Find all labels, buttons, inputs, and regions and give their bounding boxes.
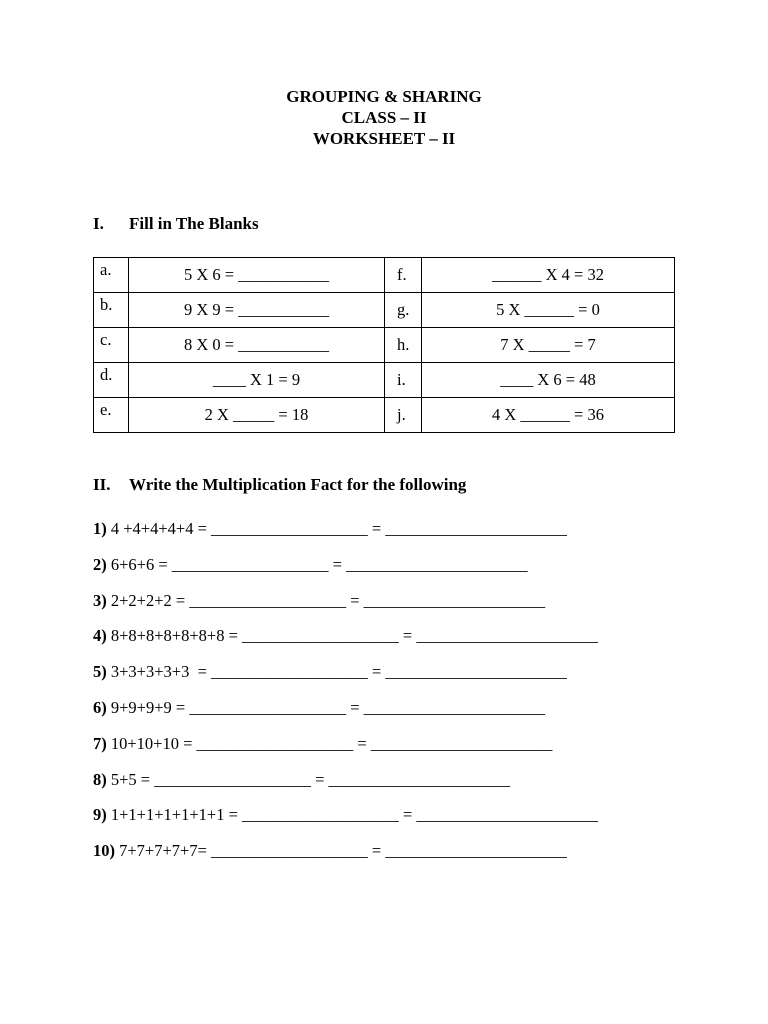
table-row — [94, 363, 675, 398]
row-label: i. — [385, 363, 422, 398]
table-row — [94, 293, 675, 328]
item-number: 10) — [93, 841, 115, 861]
section-2-number: II. — [93, 475, 111, 494]
item-number: 4) — [93, 626, 107, 646]
list-item — [93, 697, 598, 733]
list-item — [93, 661, 598, 697]
section-1-number: I. — [93, 214, 104, 233]
item-number: 1) — [93, 519, 107, 538]
row-label: d. — [94, 363, 129, 398]
blank-question: 5 X 6 = ___________ — [129, 258, 385, 293]
item-text: 7+7+7+7+7= ___________________ = ______________________ — [115, 841, 567, 861]
item-text: 8+8+8+8+8+8+8 = ___________________ = ______________________ — [106, 626, 598, 646]
item-number: 3) — [93, 590, 107, 610]
item-number: 2) — [93, 554, 107, 574]
blank-question: 2 X _____ = 18 — [129, 398, 385, 433]
item-text: 1+1+1+1+1+1+1 = ___________________ = ______________________ — [106, 805, 598, 825]
blank-question: 9 X 9 = ___________ — [129, 293, 385, 328]
row-label: f. — [385, 258, 422, 293]
row-label: e. — [94, 398, 129, 433]
row-label: h. — [385, 328, 422, 363]
header-title: GROUPING & SHARING — [286, 87, 482, 106]
row-label: j. — [385, 398, 422, 433]
section-2-title: Write the Multiplication Fact for the following — [129, 475, 467, 494]
row-label: a. — [94, 258, 129, 293]
list-item — [93, 733, 598, 769]
header-class: CLASS – II — [341, 108, 427, 127]
blank-question: ____ X 1 = 9 — [129, 363, 385, 398]
list-item — [93, 769, 598, 805]
table-row — [94, 398, 675, 433]
blank-question: ______ X 4 = 32 — [422, 258, 675, 293]
list-item — [93, 804, 598, 840]
row-label: c. — [94, 328, 129, 363]
section-2-heading — [93, 475, 466, 495]
multiplication-fact-list — [93, 518, 598, 876]
row-label: g. — [385, 293, 422, 328]
table-row — [94, 258, 675, 293]
item-text: 5+5 = ___________________ = ______________________ — [106, 769, 511, 789]
blank-question: 7 X _____ = 7 — [422, 328, 675, 363]
item-number: 6) — [93, 697, 107, 717]
item-text: 2+2+2+2 = ___________________ = ______________________ — [106, 590, 546, 610]
table-row — [94, 328, 675, 363]
section-1-heading — [93, 214, 259, 234]
item-text: 10+10+10 = ___________________ = ______________________ — [106, 733, 553, 753]
blank-question: ____ X 6 = 48 — [422, 363, 675, 398]
blank-question: 5 X ______ = 0 — [422, 293, 675, 328]
item-text: 3+3+3+3+3 = ___________________ = ______________________ — [106, 662, 567, 682]
list-item — [93, 590, 598, 626]
item-number: 5) — [93, 662, 107, 682]
header-worksheet: WORKSHEET – II — [312, 129, 456, 148]
list-item — [93, 625, 598, 661]
item-text: 9+9+9+9 = ___________________ = ______________________ — [106, 697, 546, 717]
row-label: b. — [94, 293, 129, 328]
list-item — [93, 518, 598, 554]
item-number: 9) — [93, 805, 107, 825]
blank-question: 4 X ______ = 36 — [422, 398, 675, 433]
section-1-title: Fill in The Blanks — [129, 214, 259, 233]
worksheet-header — [0, 86, 768, 149]
list-item — [93, 840, 598, 876]
item-text: 4 +4+4+4+4 = ___________________ = ______________________ — [106, 519, 567, 538]
item-text: 6+6+6 = ___________________ = ______________________ — [106, 554, 528, 574]
blank-question: 8 X 0 = ___________ — [129, 328, 385, 363]
fill-blanks-table — [93, 257, 675, 433]
item-number: 8) — [93, 769, 107, 789]
list-item — [93, 554, 598, 590]
item-number: 7) — [93, 733, 107, 753]
